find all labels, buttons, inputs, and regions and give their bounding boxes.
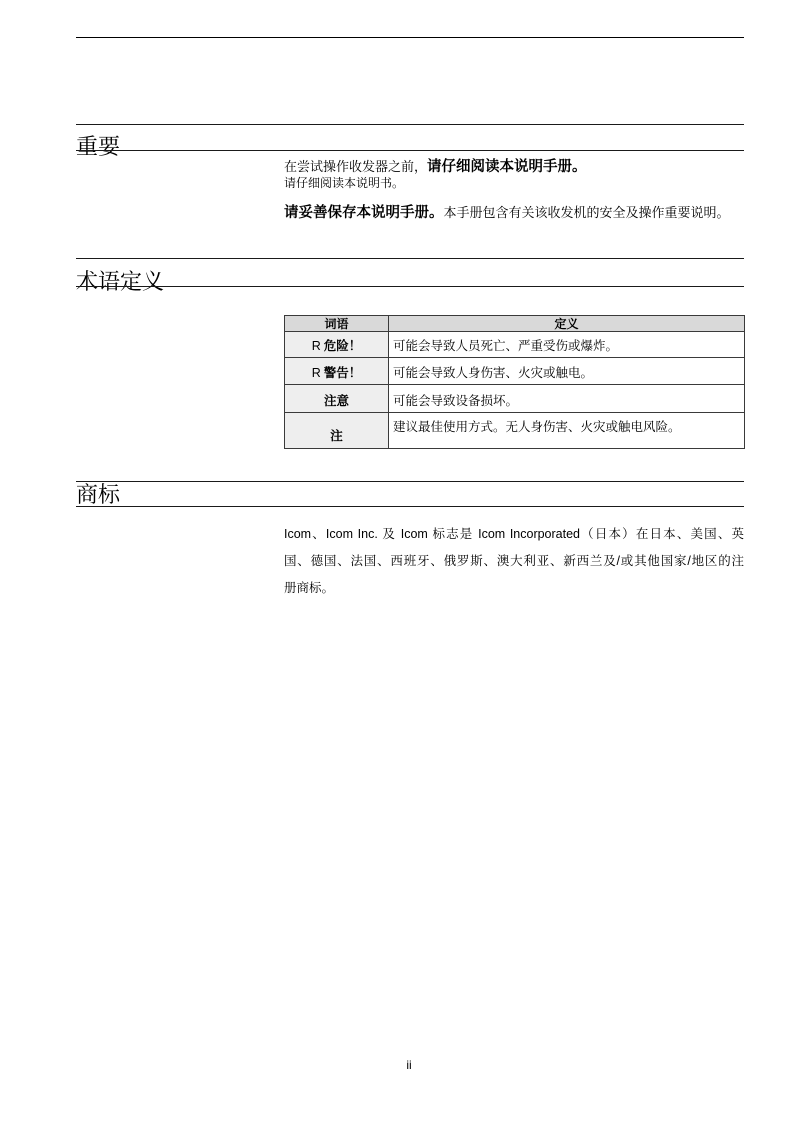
intro-line-2: 请仔细阅读本说明书。 [284, 176, 405, 190]
term-label: 危险！ [323, 339, 362, 353]
intro-line [284, 158, 587, 176]
section-heading-rule [76, 150, 744, 151]
table-header-row [285, 316, 745, 332]
table-row [285, 413, 745, 449]
section-heading-rule [76, 286, 744, 287]
term-cell [285, 358, 389, 385]
term-label: 警告！ [323, 366, 362, 380]
page-top-rule [76, 37, 744, 38]
intro-text: 在尝试操作收发器之前， [284, 159, 428, 174]
term-label: 注意 [323, 394, 349, 408]
section-top-rule [76, 481, 744, 482]
section-heading-definitions: 术语定义 [76, 269, 165, 294]
definitions-table [284, 315, 745, 449]
definition-cell: 建议最佳使用方式。无人身伤害、火灾或触电风险。 [389, 413, 745, 449]
term-cell [285, 413, 389, 449]
section-heading-rule [76, 506, 744, 507]
keep-manual-emphasis: 请妥善保存本说明手册。 [284, 205, 444, 221]
table-header-definition: 定义 [389, 316, 745, 332]
table-header-term: 词语 [285, 316, 389, 332]
term-cell [285, 332, 389, 358]
section-heading-trademarks: 商标 [76, 482, 121, 507]
definition-cell: 可能会导致人身伤害、火灾或触电。 [389, 358, 745, 385]
keep-manual-line [284, 203, 730, 223]
section-top-rule [76, 124, 744, 125]
page-number: ii [406, 1058, 412, 1072]
table-row [285, 385, 745, 413]
trademark-text-line: Icom、Icom Inc. 及 Icom 标志是 Icom Incorporated（日本）在日本、美国、英 [284, 527, 744, 541]
trademark-text-line: 国、德国、法国、西班牙、俄罗斯、澳大利亚、新西兰及/或其他国家/地区的注 [284, 554, 744, 568]
section-top-rule [76, 258, 744, 259]
definition-cell: 可能会导致人员死亡、严重受伤或爆炸。 [389, 332, 745, 358]
table-row [285, 332, 745, 358]
trademark-text-line: 册商标。 [284, 581, 335, 595]
warning-symbol: R [311, 339, 321, 353]
term-label: 注 [330, 429, 343, 443]
section-heading-important: 重要 [76, 134, 121, 159]
term-cell [285, 385, 389, 413]
intro-emphasis: 请仔细阅读本说明手册。 [427, 159, 587, 175]
table-row [285, 358, 745, 385]
definition-cell: 可能会导致设备损坏。 [389, 385, 745, 413]
keep-manual-text: 本手册包含有关该收发机的安全及操作重要说明。 [443, 205, 730, 220]
warning-symbol: R [311, 366, 321, 380]
